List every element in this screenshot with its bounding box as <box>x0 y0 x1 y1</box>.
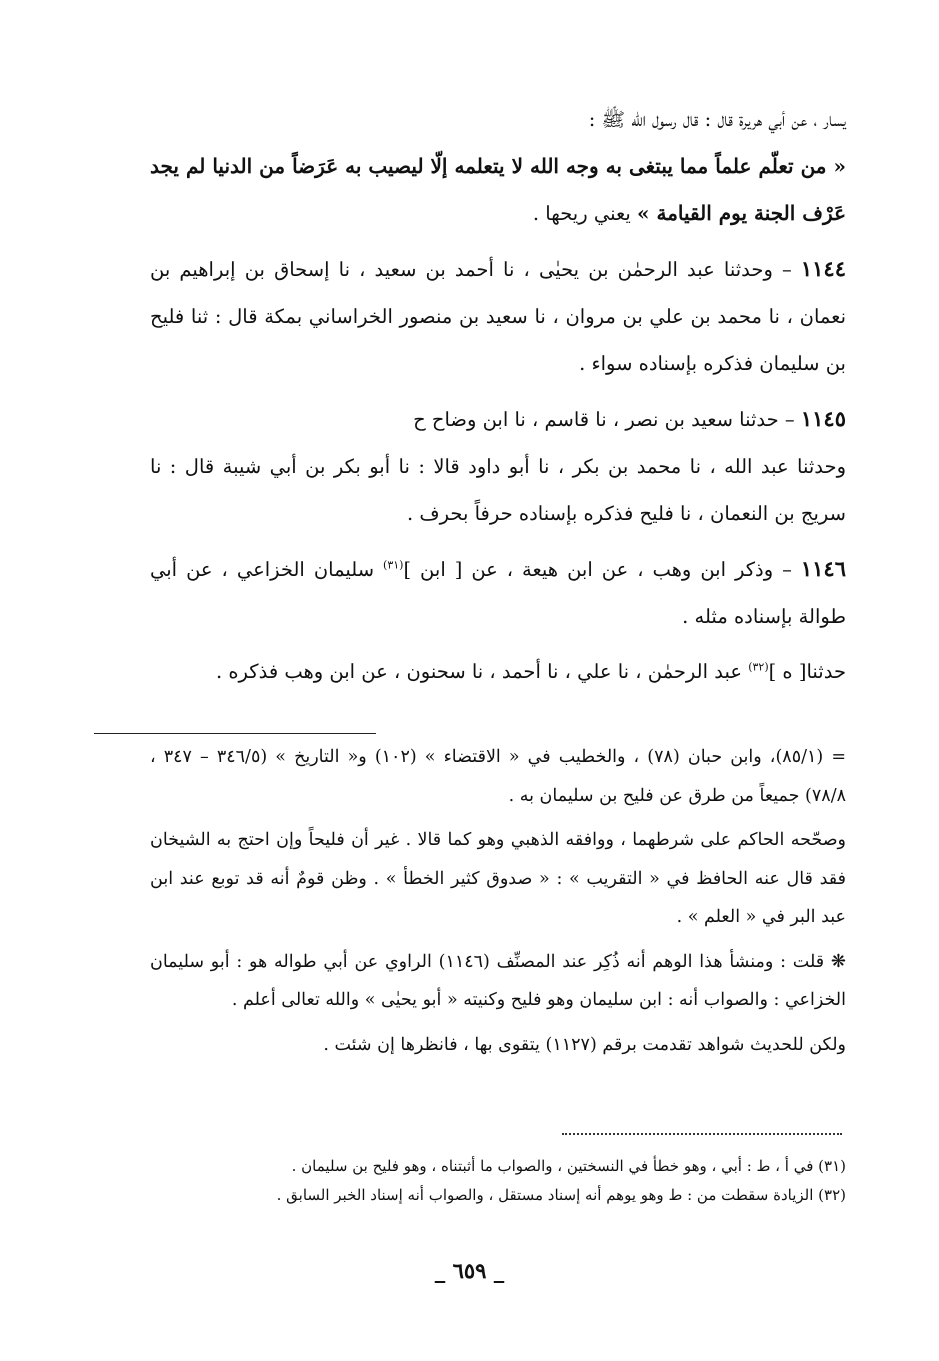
text-1144: – وحدثنا عبد الرحمٰن بن يحيٰى ، نا أحمد بن سعيد ، نا إسحاق بن إبراهيم بن نعمان ، نا محمد بن علي بن مروان ، نا سعيد بن منصور الخراساني بمكة قال : ثنا فليح بن سليمان فذكره بإسناده سواء . <box>150 258 846 375</box>
number-1146: ١١٤٦ <box>800 556 846 581</box>
paragraph-1145 <box>150 395 846 537</box>
note-2: وصحّحه الحاكم على شرطهما ، ووافقه الذهبي وهو كما قالا . غير أن فليحاً وإن احتج به الشيخان فقد قال عنه الحافظ في « التقريب » : « صدوق كثير الخطأ » . وظن قومٌ أنه قد توبع عند ابن عبد البر في « العلم » . <box>150 830 846 927</box>
hadith-paragraph <box>150 96 846 237</box>
text-1145: – حدثنا سعيد بن نصر ، نا قاسم ، نا ابن وضاح ح <box>413 408 801 431</box>
text-last-b: عبد الرحمٰن ، نا علي ، نا أحمد ، نا سحنون ، عن ابن وهب فذكره . <box>215 660 749 683</box>
intro-line: يسار ، عن أبي هريرة قال : قال رسول الله ﷺ : <box>588 108 846 131</box>
footnotes <box>150 1152 846 1210</box>
note-3 <box>150 943 846 1020</box>
note-4: ولكن للحديث شواهد تقدمت برقم (١١٢٧) يتقوى بها ، فانظرها إن شئت . <box>323 1034 846 1055</box>
paragraph-1144 <box>150 245 846 387</box>
text-1146-b: سليمان الخزاعي ، عن أبي طوالة بإسناده مثله . <box>150 558 846 628</box>
note-1: = (٨٥/١)، وابن حبان (٧٨) ، والخطيب في « الاقتضاء » (١٠٢) و« التاريخ » (٣٤٦/٥ – ٣٤٧ ، ٧٨/٨) جميعاً من طرق عن فليح بن سليمان به . <box>150 747 846 806</box>
commentary-notes <box>150 738 846 1070</box>
hadith-tail: يعني ريحها . <box>532 202 638 225</box>
paragraph-last <box>150 648 846 695</box>
text-last-a: حدثنا[ ه ] <box>768 660 846 683</box>
footnote-31: (٣١) في أ ، ط : أبي ، وهو خطأ في النسختين ، والصواب ما أثبتناه ، وهو فليح بن سليمان . <box>291 1157 846 1175</box>
main-text <box>150 96 846 703</box>
hadith-text: « من تعلّم علماً مما يبتغى به وجه الله لا يتعلمه إلّا ليصيب به عَرَضاً من الدنيا لم يجد عَرْف الجنة يوم القيامة » <box>150 154 846 225</box>
text-1146-a: – وذكر ابن وهب ، عن ابن هيعة ، عن [ ابن ] <box>403 558 801 581</box>
footnote-ref-31[interactable]: (٣١) <box>383 558 404 572</box>
footnote-ref-32[interactable]: (٣٢) <box>748 660 769 674</box>
number-1144: ١١٤٤ <box>800 256 846 281</box>
notes-divider <box>94 733 376 734</box>
paragraph-1146 <box>150 545 846 640</box>
number-1145: ١١٤٥ <box>800 406 846 431</box>
text-1145-cont: وحدثنا عبد الله ، نا محمد بن بكر ، نا أبو داود قالا : نا أبو بكر بن أبي شيبة قال : نا سريج بن النعمان ، نا فليح فذكره بإسناده حرفاً بحرف . <box>150 455 846 525</box>
asterism-icon: ❋ <box>830 950 846 972</box>
note-3-text: قلت : ومنشأ هذا الوهم أنه ذُكِر عند المصنِّف (١١٤٦) الراوي عن أبي طواله هو : أبو سليمان الخزاعي : والصواب أنه : ابن سليمان وهو فليح وكنيته « أبو يحيٰى » والله تعالى أعلم . <box>150 951 846 1010</box>
page-number: _ ٦٥٩ _ <box>434 1258 505 1283</box>
footnote-32: (٣٢) الزيادة سقطت من : ط وهو يوهم أنه إسناد مستقل ، والصواب أنه إسناد الخبر السابق . <box>276 1186 846 1204</box>
footnotes-divider <box>562 1133 842 1135</box>
